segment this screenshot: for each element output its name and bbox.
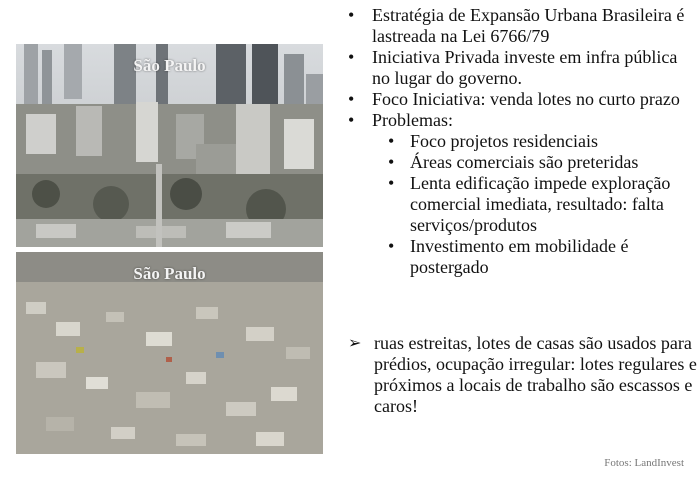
- bullet-item: [338, 47, 688, 89]
- bullet-text: Iniciativa Privada investe em infra pública no lugar do governo.: [372, 47, 678, 88]
- sub-bullet-item: [372, 152, 688, 173]
- photo-sao-paulo-favela: [16, 252, 323, 454]
- bullet-item: [338, 89, 688, 110]
- photo-sao-paulo-skyline: [16, 44, 323, 247]
- arrowhead-bullet-icon: ➢: [348, 335, 362, 352]
- bullet-list: [338, 5, 688, 278]
- arrow-bullet-text: ruas estreitas, lotes de casas são usados para prédios, ocupação irregular: lotes regulares e próximos a locais de trabalho são escassos e caros!: [374, 333, 697, 416]
- bullet-text: Problemas:: [372, 110, 453, 130]
- photo-caption: São Paulo: [133, 264, 206, 283]
- sub-bullet-item: [372, 131, 688, 152]
- sub-bullet-text: Áreas comerciais são preteridas: [410, 152, 639, 172]
- sub-bullet-text: Foco projetos residenciais: [410, 131, 598, 151]
- sub-bullet-text: Lenta edificação impede exploração comercial imediata, resultado: falta serviços/produtos: [410, 173, 671, 235]
- sub-bullet-list: [372, 131, 688, 278]
- sub-bullet-item: [372, 173, 688, 236]
- bullet-item: [338, 5, 688, 47]
- photo-credit: Fotos: LandInvest: [604, 457, 684, 469]
- photo-caption: São Paulo: [133, 56, 206, 75]
- sub-bullet-text: Investimento em mobilidade é postergado: [410, 236, 629, 277]
- sub-bullet-item: [372, 236, 688, 278]
- bullet-text: Foco Iniciativa: venda lotes no curto prazo: [372, 89, 680, 109]
- bullet-item-problemas: [338, 110, 688, 278]
- bullet-text: Estratégia de Expansão Urbana Brasileira é lastreada na Lei 6766/79: [372, 5, 685, 46]
- arrow-bullet-paragraph: [348, 333, 700, 417]
